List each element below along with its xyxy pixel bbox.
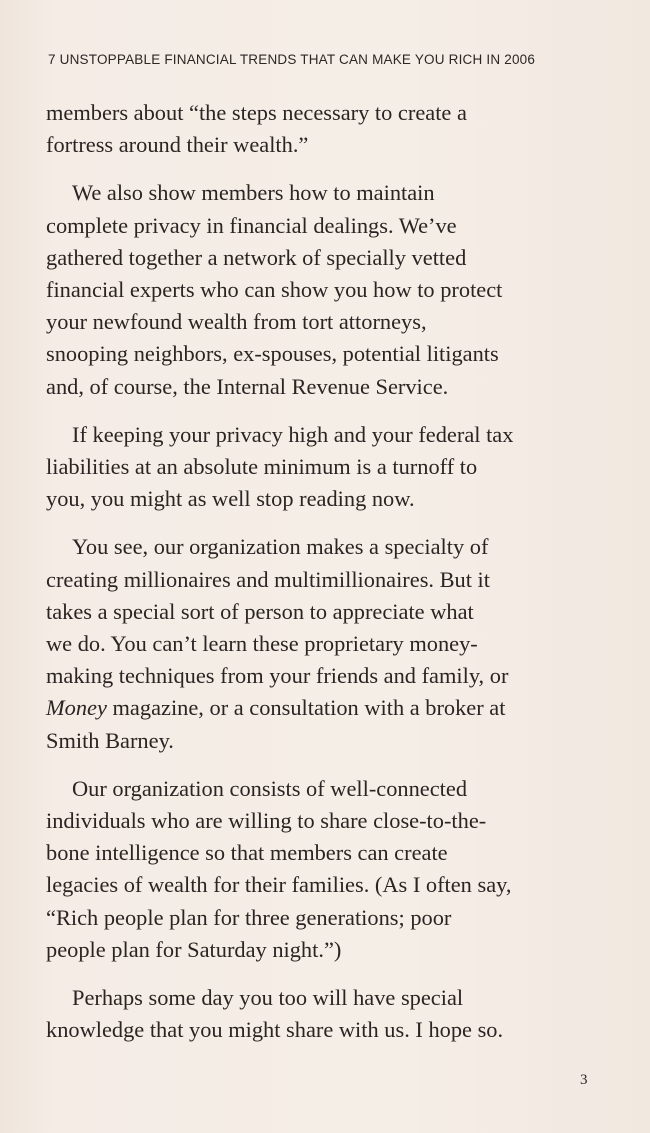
text-line: Perhaps some day you too will have special	[72, 985, 464, 1011]
text-line: you, you might as well stop reading now.	[46, 486, 415, 512]
paragraph-3	[46, 419, 606, 516]
italic-title: Money	[46, 695, 107, 721]
paragraph-6	[46, 982, 606, 1046]
text-line: we do. You can’t learn these proprietary money-	[46, 631, 478, 657]
paragraph-2	[46, 177, 606, 402]
text-line: bone intelligence so that members can create	[46, 840, 448, 866]
paragraph-4	[46, 531, 606, 756]
text-line: takes a special sort of person to appreciate what	[46, 598, 474, 624]
text-line: snooping neighbors, ex-spouses, potential litigants	[46, 341, 499, 367]
text-line: complete privacy in financial dealings. We’ve	[46, 212, 457, 238]
text-line: gathered together a network of specially vetted	[46, 244, 467, 270]
page-number: 3	[580, 1072, 588, 1088]
text-line: If keeping your privacy high and your federal tax	[72, 421, 514, 447]
text-line: your newfound wealth from tort attorneys,	[46, 309, 427, 335]
text-line: You see, our organization makes a specialty of	[72, 534, 489, 560]
text-line: financial experts who can show you how to protect	[46, 277, 503, 303]
text-line: legacies of wealth for their families. (As I often say,	[46, 872, 512, 898]
body-text	[46, 97, 606, 1062]
text-line: individuals who are willing to share close-to-the-	[46, 808, 487, 834]
text-line: knowledge that you might share with us. I hope so.	[46, 1017, 504, 1043]
text-fragment: magazine, or a consultation with a broker at	[106, 695, 506, 721]
text-line: people plan for Saturday night.”)	[46, 936, 342, 962]
text-line-with-italic	[46, 692, 606, 724]
running-head: 7 UNSTOPPABLE FINANCIAL TRENDS THAT CAN MAKE YOU RICH IN 2006	[48, 52, 536, 67]
text-line: Smith Barney.	[46, 727, 174, 753]
text-line: We also show members how to maintain	[72, 180, 435, 206]
text-line: creating millionaires and multimillionaires. But it	[46, 566, 490, 592]
text-line: fortress around their wealth.”	[46, 132, 309, 158]
paragraph-1	[46, 97, 606, 161]
text-line: Our organization consists of well-connected	[72, 775, 468, 801]
text-line: and, of course, the Internal Revenue Service.	[46, 373, 449, 399]
text-line: members about “the steps necessary to create a	[46, 100, 467, 125]
text-line: liabilities at an absolute minimum is a turnoff to	[46, 454, 478, 480]
text-line: making techniques from your friends and family, or	[46, 663, 509, 689]
paragraph-5	[46, 773, 606, 966]
text-line: “Rich people plan for three generations; poor	[46, 904, 452, 930]
